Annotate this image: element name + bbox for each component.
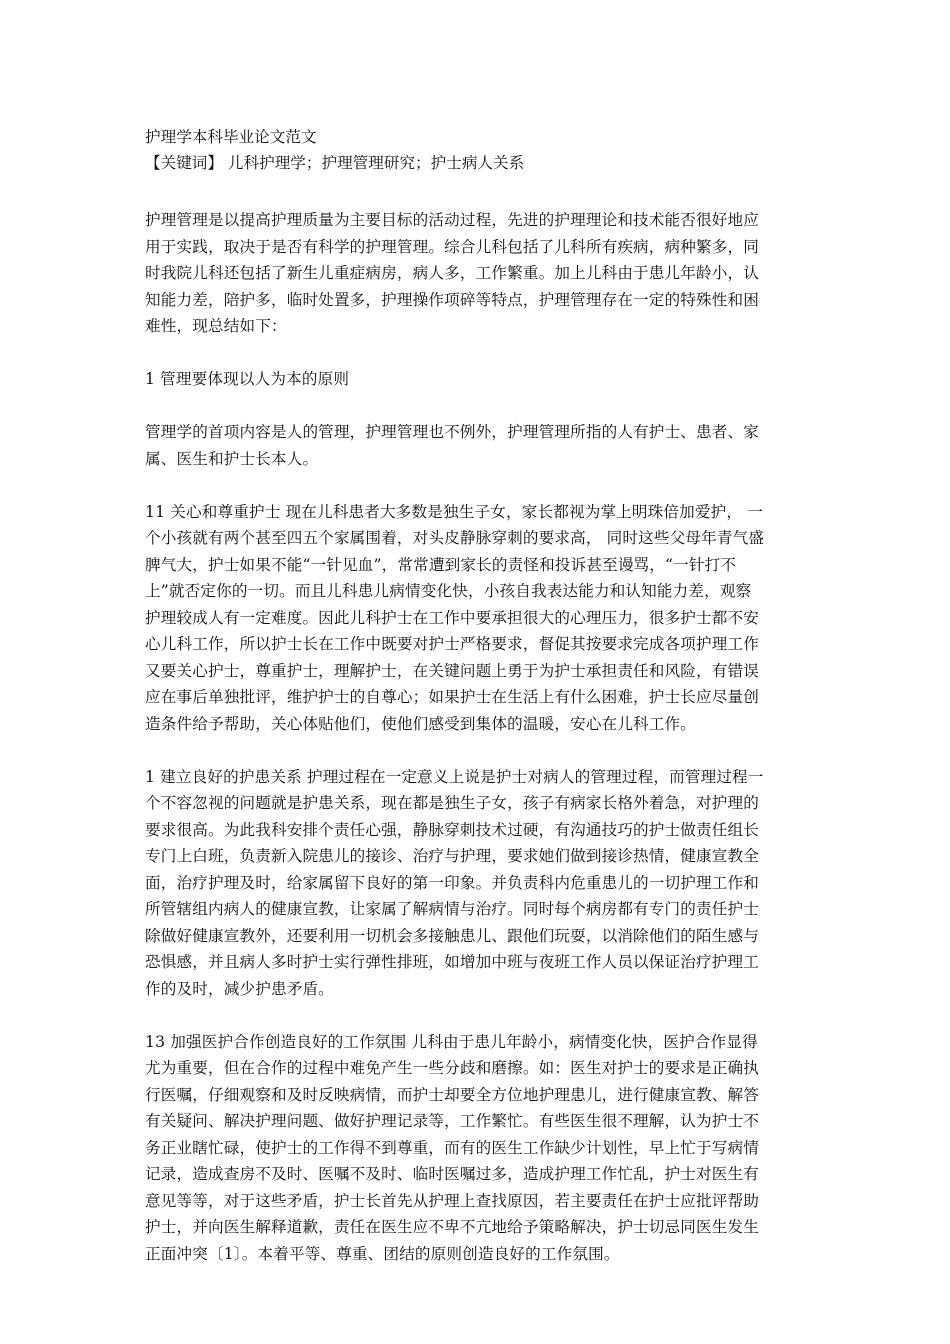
document-body (145, 124, 810, 1267)
text-line: 务正业瞎忙碌，使护士的工作得不到尊重，而有的医生工作缺少计划性，早上忙于写病情 (145, 1138, 760, 1157)
text-line: 难性，现总结如下： (145, 317, 287, 335)
spacer (145, 1002, 810, 1029)
subsection-1-3-paragraph (145, 1029, 810, 1268)
text-line: 除做好健康宣教外，还要利用一切机会多接触患儿、跟他们玩耍，以消除他们的陌生感与 (145, 926, 760, 945)
document-title: 护理学本科毕业论文范文 (145, 128, 317, 146)
text-line: 13 加强医护合作创造良好的工作氛围 儿科由于患儿年龄小，病情变化快，医护合作显得 (145, 1032, 758, 1051)
text-line: 脾气大，护士如果不能“一针见血”，常常遭到家长的责怪和投诉甚至谩骂，“一针打不 (145, 555, 737, 574)
keywords-line: 【关键词】 儿科护理学；护理管理研究；护士病人关系 (145, 154, 525, 172)
intro-paragraph (145, 207, 810, 340)
section-heading: 1 管理要体现以人为本的原则 (145, 370, 350, 388)
text-line: 专门上白班，负责新入院患儿的接诊、治疗与护理，要求她们做到接诊热情，健康宣教全 (145, 847, 760, 865)
text-line: 作的及时，减少护患矛盾。 (145, 979, 334, 998)
text-line: 1 建立良好的护患关系 护理过程在一定意义上说是护士对病人的管理过程，而管理过程一 (145, 767, 764, 786)
text-line: 上”就否定你的一切。而且儿科患儿病情变化快，小孩自我表达能力和认知能力差，观察 (145, 582, 752, 600)
spacer (145, 393, 810, 420)
spacer (145, 472, 810, 499)
text-line: 时我院儿科还包括了新生儿重症病房，病人多，工作繁重。加上儿科由于患儿年龄小，认 (145, 264, 760, 282)
text-line: 11 关心和尊重护士 现在儿科患者大多数是独生子女，家长都视为掌上明珠倍加爱护， 一 (145, 502, 763, 521)
text-line: 又要关心护士，尊重护士，理解护士，在关键问题上勇于为护士承担责任和风险，有错误 (145, 661, 760, 680)
spacer (145, 176, 810, 207)
text-line: 应在事后单独批评，维护护士的自尊心；如果护士在生活上有什么困难，护士长应尽量创 (145, 688, 760, 706)
text-line: 管理学的首项内容是人的管理，护理管理也不例外，护理管理所指的人有护士、患者、家 (145, 423, 760, 441)
text-line: 行医嘱，仔细观察和及时反映病情，而护士却要全方位地护理患儿，进行健康宣教、解答 (145, 1085, 760, 1104)
text-line: 恐惧感，并且病人多时护士实行弹性排班，如增加中班与夜班工作人员以保证治疗护理工 (145, 953, 760, 971)
text-line: 护理管理是以提高护理质量为主要目标的活动过程，先进的护理理论和技术能否很好地应 (145, 211, 760, 229)
section1-paragraph (145, 419, 810, 472)
text-line: 记录，造成查房不及时、医嘱不及时、临时医嘱过多，造成护理工作忙乱，护士对医生有 (145, 1165, 760, 1183)
text-line: 属、医生和护士长本人。 (145, 449, 319, 468)
text-line: 面，治疗护理及时，给家属留下良好的第一印象。并负责科内危重患儿的一切护理工作和 (145, 873, 760, 892)
text-line: 心儿科工作，所以护士长在工作中既要对护士严格要求，督促其按要求完成各项护理工作 (145, 635, 760, 653)
text-line: 意见等等，对于这些矛盾，护士长首先从护理上查找原因，若主要责任在护士应批评帮助 (145, 1191, 760, 1210)
text-line: 知能力差，陪护多，临时处置多，护理操作项碎等特点，护理管理存在一定的特殊性和困 (145, 290, 760, 309)
text-line: 用于实践，取决于是否有科学的护理管理。综合儿科包括了儿科所有疾病，病种繁多，同 (145, 237, 760, 256)
text-line: 有关疑问、解决护理问题、做好护理记录等，工作繁忙。有些医生很不理解，认为护士不 (145, 1112, 760, 1130)
text-line: 造条件给予帮助，关心体贴他们，使他们感受到集体的温暖，安心在儿科工作。 (145, 714, 697, 733)
subsection-1-2-paragraph (145, 764, 810, 1003)
text-line: 要求很高。为此我科安排个责任心强，静脉穿刺技术过硬，有沟通技巧的护士做责任组长 (145, 820, 760, 839)
text-line: 护士，并向医生解释道歉，责任在医生应不卑不亢地给予策略解决，护士切忌同医生发生 (145, 1218, 760, 1236)
text-line: 所管辖组内病人的健康宣教，让家属了解病情与治疗。同时每个病房都有专门的责任护士 (145, 900, 760, 918)
text-line: 尤为重要，但在合作的过程中难免产生一些分歧和磨擦。如：医生对护士的要求是正确执 (145, 1059, 760, 1077)
spacer (145, 340, 810, 367)
text-line: 护理较成人有一定难度。因此儿科护士在工作中要承担很大的心理压力，很多护士都不安 (145, 608, 760, 627)
text-line: 个不容忽视的问题就是护患关系，现在都是独生子女，孩子有病家长格外着急，对护理的 (145, 794, 760, 812)
text-line: 个小孩就有两个甚至四五个家属围着，对头皮静脉穿刺的要求高， 同时这些父母年青气盛 (145, 529, 765, 547)
subsection-1-1-paragraph (145, 499, 810, 738)
text-line: 正面冲突〔1〕。本着平等、尊重、团结的原则创造良好的工作氛围。 (145, 1244, 620, 1263)
spacer (145, 737, 810, 764)
